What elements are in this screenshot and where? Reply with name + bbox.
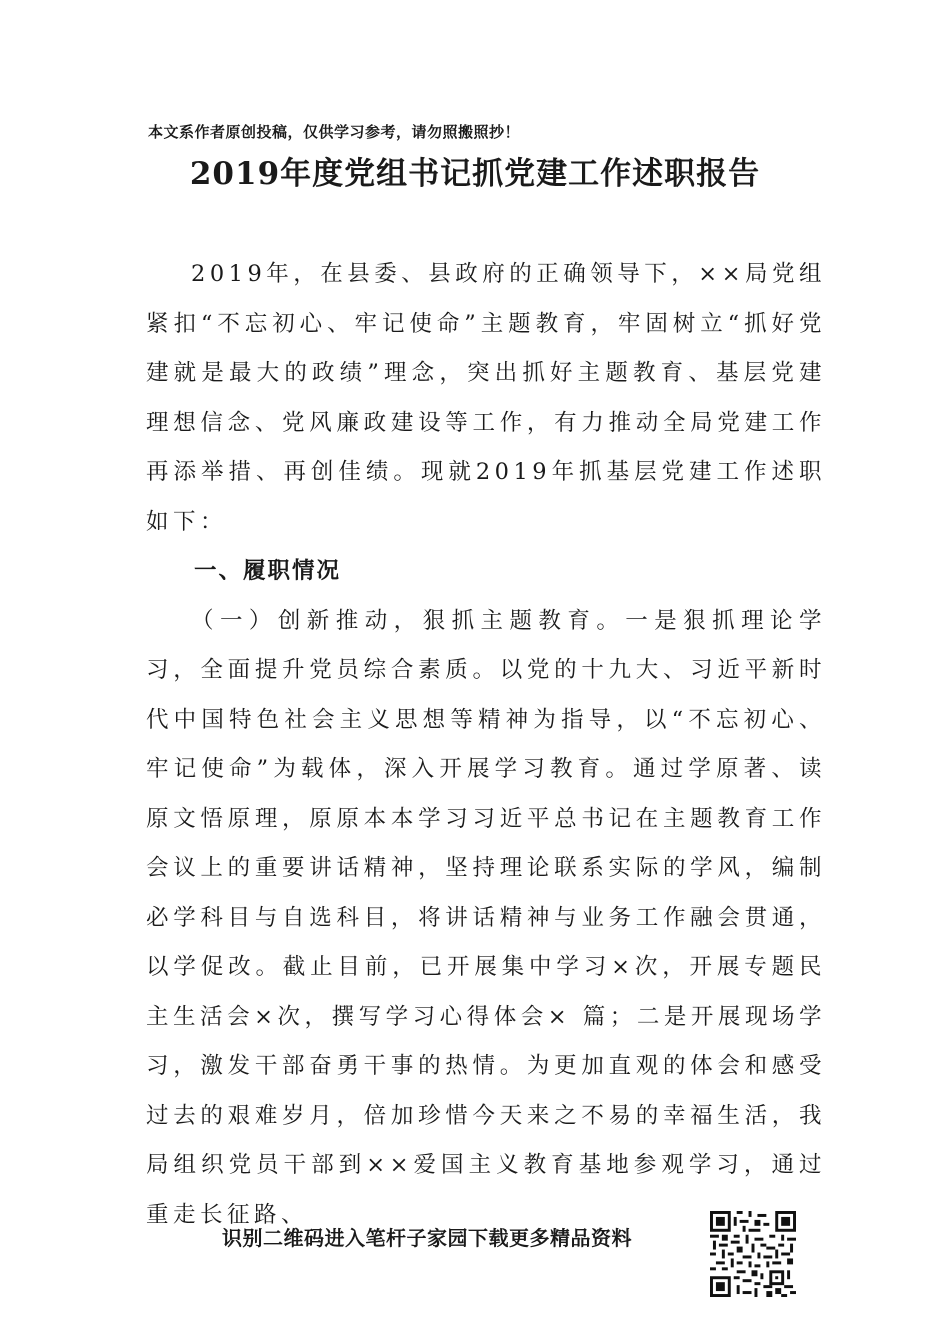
footer-text: 识别二维码进入笔杆子家园下载更多精品资料 [222,1226,632,1250]
top-notice: 本文系作者原创投稿，仅供学习参考，请勿照搬照抄！ [148,123,521,141]
document-title: 2019年度党组书记抓党建工作述职报告 [189,156,761,192]
document-body [146,250,826,1240]
section-heading: 一、履职情况 [194,558,342,584]
qr-code-icon[interactable] [710,1211,796,1297]
section-paragraph: （一）创新推动，狠抓主题教育。一是狠抓理论学习，全面提升党员综合素质。以党的十九大、习近平新时代中国特色社会主义思想等精神为指导，以“不忘初心、牢记使命”为载体，深入开展学习教育。通过学原著、读原文悟原理，原原本本学习习近平总书记在主题教育工作会议上的重要讲话精神，坚持理论联系实际的学风，编制必学科目与自选科目，将讲话精神与业务工作融会贯通，以学促改。截止目前，已开展集中学习×次，开展专题民主生活会×次，撰写学习心得体会× 篇；二是开展现场学习，激发干部奋勇干事的热情。为更加直观的体会和感受过去的艰难岁月，倍加珍惜今天来之不易的幸福生活，我局组织党员干部到××爱国主义教育基地参观学习，通过重走长征路、 [146,607,826,1228]
intro-paragraph: 2019年，在县委、县政府的正确领导下，××局党组紧扣“不忘初心、牢记使命”主题教育，牢固树立“抓好党建就是最大的政绩”理念，突出抓好主题教育、基层党建理想信念、党风廉政建设等工作，有力推动全局党建工作再添举措、再创佳绩。现就2019年抓基层党建工作述职如下： [146,261,826,535]
